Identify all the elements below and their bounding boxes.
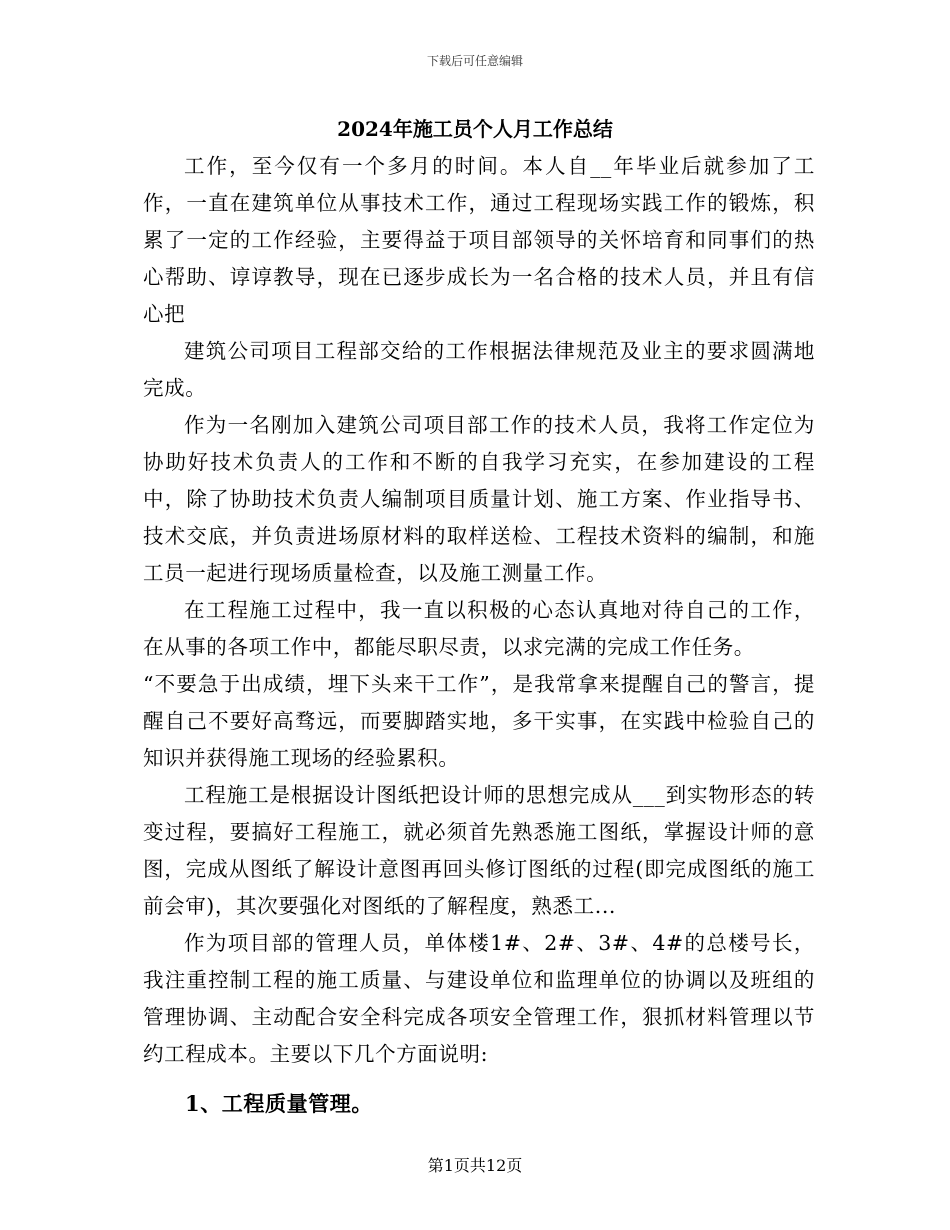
paragraph-drawings: 工程施工是根据设计图纸把设计师的思想完成从___到实物形态的转变过程，要搞好工程施工，就必须首先熟悉施工图纸，掌握设计师的意图，完成从图纸了解设计意图再回头修订图纸的过程(即完成图纸的施工前会审)，其次要强化对图纸的了解程度，熟悉工... <box>143 783 815 918</box>
section-heading: 1、工程质量管理。 <box>185 1091 374 1116</box>
paragraph-motto: “不要急于出成绩，埋下头来干工作”，是我常拿来提醒自己的警言，提醒自己不要好高骛远，而要脚踏实地，多干实事，在实践中检验自己的知识并获得施工现场的经验累积。 <box>143 672 815 770</box>
document-body <box>143 148 815 1122</box>
page-header: 下载后可任意编辑 <box>426 54 523 68</box>
paragraph-company-task: 建筑公司项目工程部交给的工作根据法律规范及业主的要求圆满地完成。 <box>143 339 815 400</box>
paragraph-management: 作为项目部的管理人员，单体楼1#、2#、3#、4#的总楼号长，我注重控制工程的施工质量、与建设单位和监理单位的协调以及班组的管理协调、主动配合安全科完成各项安全管理工作，狠抓材料管理以节约工程成本。主要以下几个方面说明: <box>143 931 815 1066</box>
paragraph-role: 作为一名刚加入建筑公司项目部工作的技术人员，我将工作定位为协助好技术负责人的工作和不断的自我学习充实，在参加建设的工程中，除了协助技术负责人编制项目质量计划、施工方案、作业指导书、技术交底，并负责进场原材料的取样送检、工程技术资料的编制，和施工员一起进行现场质量检查，以及施工测量工作。 <box>143 413 815 585</box>
paragraph-intro: 工作，至今仅有一个多月的时间。本人自__年毕业后就参加了工作，一直在建筑单位从事技术工作，通过工程现场实践工作的锻炼，积累了一定的工作经验，主要得益于项目部领导的关怀培育和同事们的热心帮助、谆谆教导，现在已逐步成长为一名合格的技术人员，并且有信心把 <box>143 154 815 326</box>
paragraph-attitude: 在工程施工过程中，我一直以积极的心态认真地对待自己的工作，在从事的各项工作中，都能尽职尽责，以求完满的完成工作任务。 <box>143 598 815 659</box>
document-title: 2024年施工员个人月工作总结 <box>337 117 613 141</box>
page-footer: 第1页共12页 <box>427 1156 523 1175</box>
